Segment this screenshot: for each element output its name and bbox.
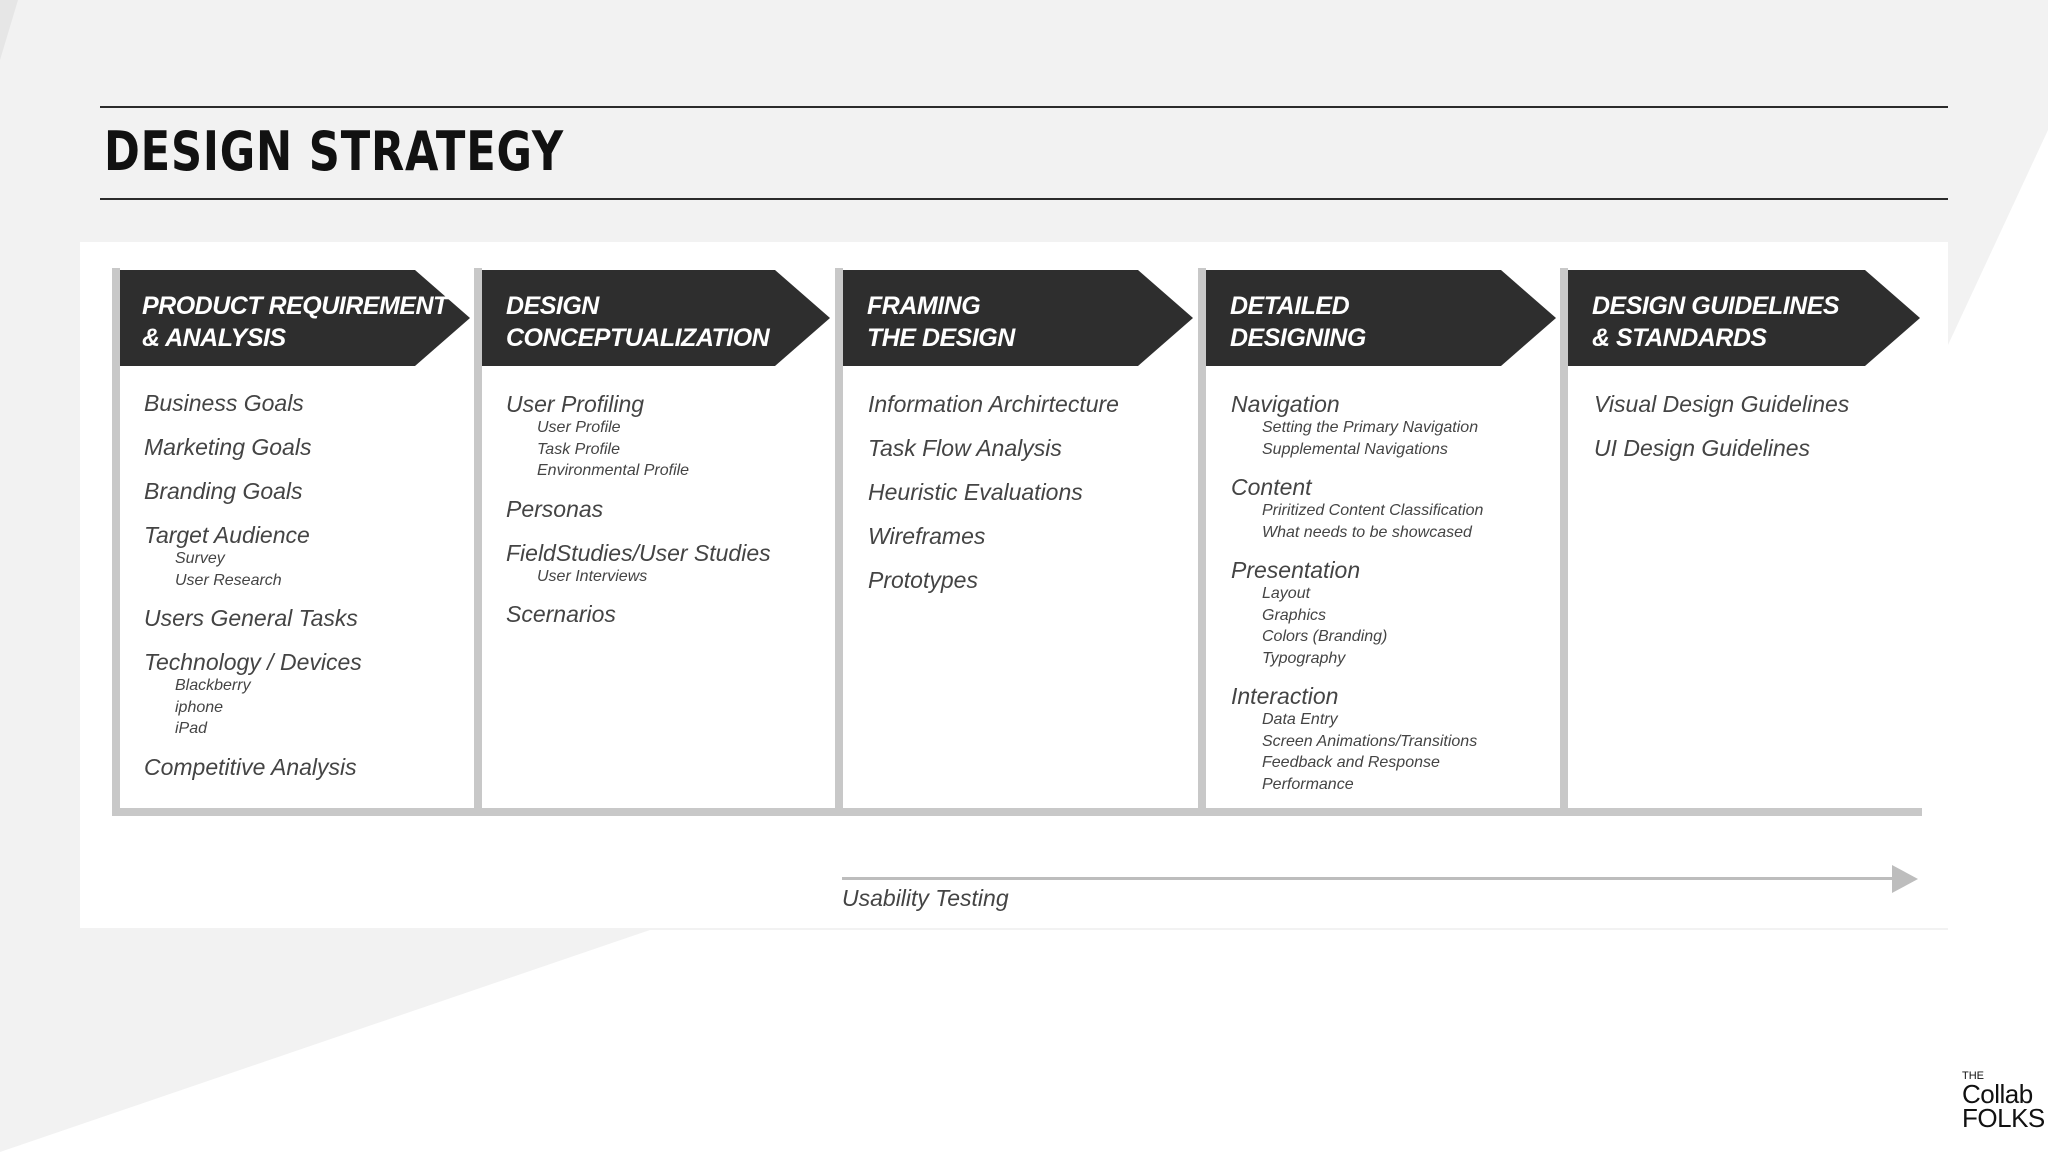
phase-items-detailed-designing — [1231, 391, 1483, 809]
phase-items-design-conceptualization — [506, 391, 771, 645]
phase-items-design-guidelines — [1594, 391, 1849, 479]
list-item: Interaction Data Entry Screen Animations/Transitions Feedback and Response Performance — [1231, 683, 1483, 795]
usability-testing-label: Usability Testing — [842, 885, 1009, 911]
list-item: Task Flow Analysis — [868, 435, 1062, 461]
sub-item: Environmental Profile — [537, 462, 690, 479]
sub-item: Feedback and Response — [1262, 754, 1440, 771]
sub-item: Blackberry — [175, 677, 251, 694]
sub-item: Colors (Branding) — [1262, 628, 1388, 645]
phase-header-design-guidelines — [1568, 270, 1920, 366]
phase-header-design-conceptualization — [482, 270, 830, 366]
list-item: Wireframes — [868, 523, 986, 549]
phase-title-line2: & STANDARDS — [1592, 324, 1767, 352]
phase-items-product-requirement — [144, 390, 362, 798]
list-item: Branding Goals — [144, 478, 303, 504]
sub-item: Priritized Content Classification — [1262, 502, 1484, 519]
sub-item: User Interviews — [537, 567, 648, 585]
phase-items-framing-design — [868, 391, 1119, 611]
phase-title-line2: & ANALYSIS — [142, 324, 286, 352]
sub-item: Data Entry — [1262, 711, 1338, 728]
list-item: Business Goals — [144, 390, 304, 416]
list-item: Prototypes — [868, 567, 978, 593]
phase-title-line1: DESIGN — [506, 292, 599, 320]
title-bottom-rule — [100, 198, 1948, 200]
sub-item: Setting the Primary Navigation — [1262, 419, 1479, 436]
sub-item: Task Profile — [537, 440, 620, 458]
phase-title-line1: DETAILED — [1230, 292, 1350, 320]
sub-item: Layout — [1262, 585, 1311, 602]
sub-item: Graphics — [1262, 606, 1327, 624]
title-top-rule — [100, 106, 1948, 108]
phase-title-line1: FRAMING — [867, 292, 981, 320]
list-item: Users General Tasks — [144, 605, 358, 631]
list-item: Heuristic Evaluations — [868, 479, 1083, 505]
phase-title-line2: THE DESIGN — [867, 324, 1015, 352]
phase-title-line2: DESIGNING — [1230, 324, 1366, 352]
list-item: Personas — [506, 495, 604, 522]
usability-testing-line — [842, 877, 1897, 880]
sub-item: Typography — [1262, 649, 1346, 667]
list-item: UI Design Guidelines — [1594, 435, 1811, 461]
list-item: Target Audience Survey User Research — [144, 522, 362, 591]
list-item: Information Archirtecture — [868, 391, 1119, 417]
phase-title-line1: DESIGN GUIDELINES — [1592, 292, 1840, 320]
sub-item: iPad — [175, 720, 208, 737]
arrow-right-icon — [1892, 865, 1918, 893]
phase-header-detailed-designing — [1206, 270, 1556, 366]
list-item: Visual Design Guidelines — [1594, 391, 1850, 417]
sub-item: Supplemental Navigations — [1262, 440, 1448, 458]
phase-header-product-requirement — [120, 270, 470, 366]
list-item: Content Priritized Content Classification What needs to be showcased — [1231, 474, 1483, 543]
page-title: DESIGN STRATEGY — [104, 120, 564, 183]
list-item: Technology / Devices Blackberry iphone iPad — [144, 649, 362, 740]
sub-item: Screen Animations/Transitions — [1262, 732, 1478, 750]
list-item: Presentation Layout Graphics Colors (Branding) Typography — [1231, 557, 1483, 669]
list-item: User Profiling User Profile Task Profile Environmental Profile — [506, 391, 771, 482]
phase-title-line2: CONCEPTUALIZATION — [506, 324, 770, 352]
list-item: Navigation Setting the Primary Navigation Supplemental Navigations — [1231, 391, 1483, 460]
sub-item: iphone — [175, 698, 224, 716]
sub-item: Performance — [1262, 775, 1354, 793]
phase-header-framing-design — [843, 270, 1193, 366]
collab-folks-logo: THE Collab FOLKS — [1962, 1070, 2045, 1133]
sub-item: User Research — [175, 571, 282, 589]
list-item: FieldStudies/User Studies User Interviews — [506, 540, 771, 588]
list-item: Competitive Analysis — [144, 753, 357, 780]
sub-item: User Profile — [537, 419, 621, 436]
sub-item: What needs to be showcased — [1262, 523, 1472, 541]
phase-title-line1: PRODUCT REQUIREMENT — [142, 292, 448, 320]
sub-item: Survey — [175, 550, 225, 567]
list-item: Marketing Goals — [144, 434, 312, 460]
list-item: Scernarios — [506, 601, 616, 627]
